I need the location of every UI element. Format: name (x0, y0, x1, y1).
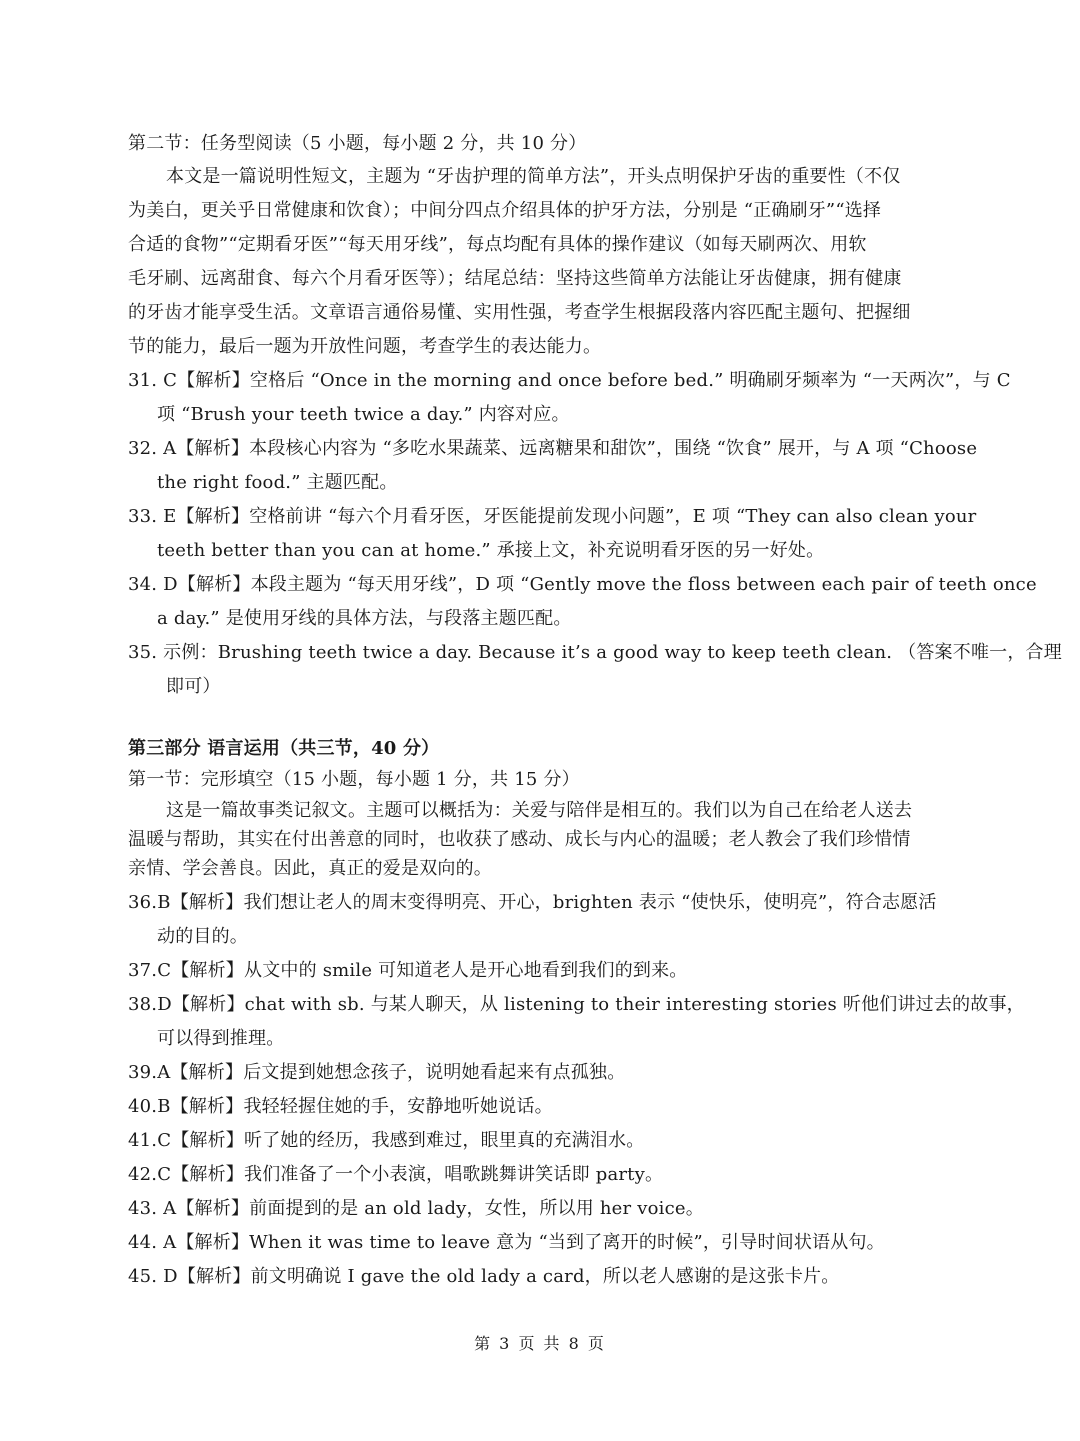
section-2-intro-line: 的牙齿才能享受生活。文章语言通俗易懂、实用性强，考查学生根据段落内容匹配主题句、把握细 (128, 302, 911, 323)
answer-42: 42.C【解析】我们准备了一个小表演，唱歌跳舞讲笑话即 party。 (128, 1164, 664, 1185)
answer-34-line-2: a day.” 是使用牙线的具体方法，与段落主题匹配。 (157, 608, 572, 629)
section-2-intro-line: 为美白，更关乎日常健康和饮食）；中间分四点介绍具体的护牙方法，分别是 “正确刷牙”“选择 (128, 200, 882, 221)
answer-32-line-2: the right food.” 主题匹配。 (157, 472, 398, 493)
answer-37: 37.C【解析】从文中的 smile 可知道老人是开心地看到我们的到来。 (128, 960, 688, 981)
section-2-intro-line: 本文是一篇说明性短文，主题为 “牙齿护理的简单方法”，开头点明保护牙齿的重要性（不仅 (166, 166, 901, 187)
answer-39: 39.A【解析】后文提到她想念孩子，说明她看起来有点孤独。 (128, 1062, 626, 1083)
part-3-intro-line: 这是一篇故事类记叙文。主题可以概括为：关爱与陪伴是相互的。我们以为自己在给老人送去 (166, 800, 913, 821)
answer-31-line-2: 项 “Brush your teeth twice a day.” 内容对应。 (157, 404, 570, 425)
answer-40: 40.B【解析】我轻轻握住她的手，安静地听她说话。 (128, 1096, 553, 1117)
part-3-intro-line: 亲情、学会善良。因此，真正的爱是双向的。 (128, 858, 492, 879)
answer-34-line-1: 34. D【解析】本段主题为 “每天用牙线”，D 项 “Gently move the floss between each pair of teeth once (128, 574, 1037, 595)
page-number-footer: 第 3 页 共 8 页 (474, 1334, 606, 1353)
part-3-heading: 第三部分 语言运用（共三节，40 分） (128, 738, 440, 759)
answer-36-line-1: 36.B【解析】我们想让老人的周末变得明亮、开心，brighten 表示 “使快乐，使明亮”，符合志愿活 (128, 892, 937, 913)
section-2-intro-line: 合适的食物”“定期看牙医”“每天用牙线”，每点均配有具体的操作建议（如每天刷两次、用软 (128, 234, 867, 255)
section-2-intro-line: 节的能力，最后一题为开放性问题，考查学生的表达能力。 (128, 336, 602, 357)
part-3-intro-line: 温暖与帮助，其实在付出善意的同时，也收获了感动、成长与内心的温暖；老人教会了我们珍惜情 (128, 829, 911, 850)
part-3-sub-heading: 第一节：完形填空（15 小题，每小题 1 分，共 15 分） (128, 769, 580, 790)
answer-33-line-1: 33. E【解析】空格前讲 “每六个月看牙医，牙医能提前发现小问题”，E 项 “They can also clean your (128, 506, 977, 527)
answer-35-line-2: 即可） (166, 676, 221, 697)
answer-35-line-1: 35. 示例：Brushing teeth twice a day. Because it’s a good way to keep teeth clean. （答案不唯一，合理 (128, 642, 1062, 663)
answer-32-line-1: 32. A【解析】本段核心内容为 “多吃水果蔬菜、远离糖果和甜饮”，围绕 “饮食” 展开，与 A 项 “Choose (128, 438, 978, 459)
answer-31-line-1: 31. C【解析】空格后 “Once in the morning and once before bed.” 明确刷牙频率为 “一天两次”，与 C (128, 370, 1011, 391)
answer-44: 44. A【解析】When it was time to leave 意为 “当到了离开的时候”，引导时间状语从句。 (128, 1232, 885, 1253)
answer-38-line-2: 可以得到推理。 (157, 1028, 285, 1049)
answer-33-line-2: teeth better than you can at home.” 承接上文，补充说明看牙医的另一好处。 (157, 540, 825, 561)
section-2-intro-line: 毛牙刷、远离甜食、每六个月看牙医等）；结尾总结：坚持这些简单方法能让牙齿健康，拥有健康 (128, 268, 902, 289)
answer-41: 41.C【解析】听了她的经历，我感到难过，眼里真的充满泪水。 (128, 1130, 645, 1151)
answer-45: 45. D【解析】前文明确说 I gave the old lady a card，所以老人感谢的是这张卡片。 (128, 1266, 840, 1287)
answer-38-line-1: 38.D【解析】chat with sb. 与某人聊天，从 listening to their interesting stories 听他们讲过去的故事， (128, 994, 1025, 1015)
section-2-heading: 第二节：任务型阅读（5 小题，每小题 2 分，共 10 分） (128, 133, 587, 154)
answer-43: 43. A【解析】前面提到的是 an old lady，女性，所以用 her voice。 (128, 1198, 704, 1219)
answer-36-line-2: 动的目的。 (157, 926, 248, 947)
